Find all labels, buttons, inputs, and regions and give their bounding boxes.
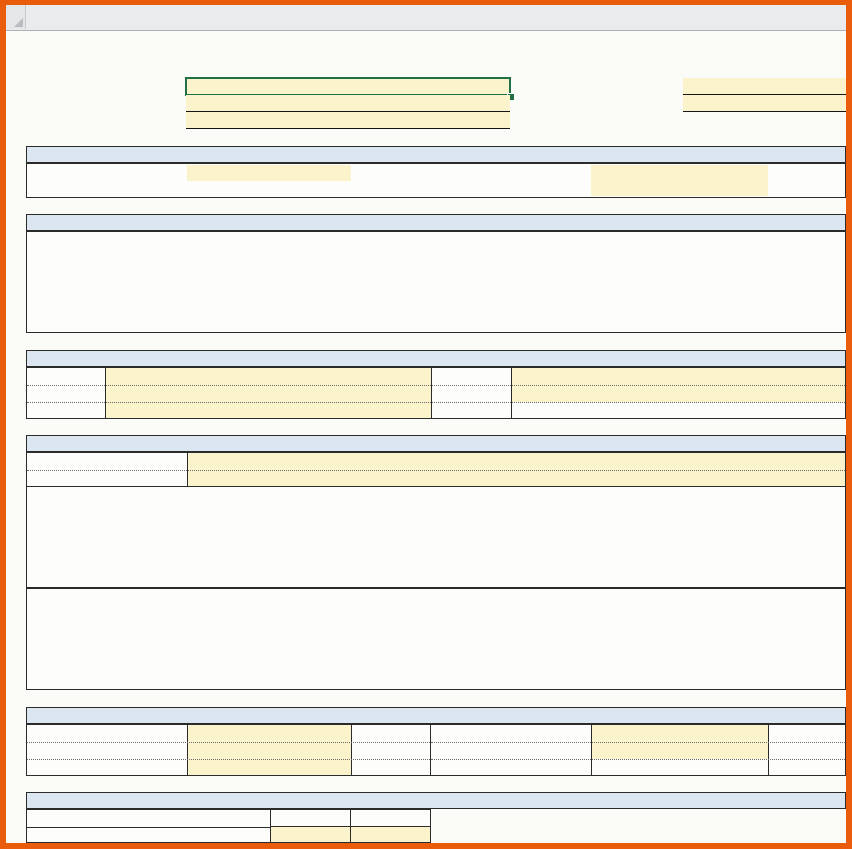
section-header-art-der-investition (26, 146, 846, 163)
section-header-kontaktdaten (26, 350, 846, 367)
kontakt-left-fields[interactable] (105, 368, 431, 418)
divider (187, 725, 188, 775)
kosten-left-fields[interactable] (187, 725, 351, 775)
absolut-column-header (270, 809, 351, 827)
percent-gak-column-header (350, 809, 431, 827)
select-all-triangle-icon (14, 18, 23, 27)
angaben-box (26, 452, 846, 487)
section-header-kosten (26, 707, 846, 724)
antragsnr-field[interactable] (683, 95, 846, 112)
kosten-left-box (26, 724, 431, 776)
neuinvestition-field[interactable] (187, 165, 351, 181)
divider (105, 368, 106, 418)
verantwortlicher-field[interactable] (186, 95, 510, 112)
divider (27, 827, 270, 828)
ersatzinvestition-field[interactable] (591, 165, 768, 196)
grund-textarea[interactable] (26, 231, 846, 333)
section-header-angaben (26, 435, 846, 452)
art-der-investition-box (26, 163, 846, 198)
column-header-bar (6, 5, 846, 31)
section-header-finanzierung (26, 792, 846, 809)
divider (431, 368, 432, 418)
kontaktdaten-box (26, 367, 846, 419)
dotted-row-divider (27, 470, 845, 471)
budget-absolut-field[interactable] (270, 826, 351, 843)
finanzierung-label-box (26, 809, 271, 843)
section-header-grund (26, 214, 846, 231)
select-all-corner[interactable] (6, 5, 26, 29)
divider (351, 725, 352, 775)
abteilungsnr-field[interactable] (683, 78, 846, 95)
divider (591, 725, 592, 775)
budget-percent-field[interactable] (350, 826, 431, 843)
dotted-row-divider (431, 759, 845, 760)
dotted-row-divider (27, 742, 430, 743)
divider (768, 725, 769, 775)
dotted-row-divider (27, 759, 430, 760)
worksheet (6, 5, 846, 843)
datum-field[interactable] (186, 112, 510, 129)
techspez-textarea[interactable] (26, 486, 846, 588)
abteilung-field-active-cell[interactable] (185, 77, 511, 96)
dotted-row-divider (431, 742, 845, 743)
dotted-row-divider (27, 385, 845, 386)
kosten-right-box (430, 724, 846, 776)
dotted-row-divider (27, 402, 845, 403)
divider (511, 368, 512, 418)
sonstiges-textarea[interactable] (26, 588, 846, 690)
